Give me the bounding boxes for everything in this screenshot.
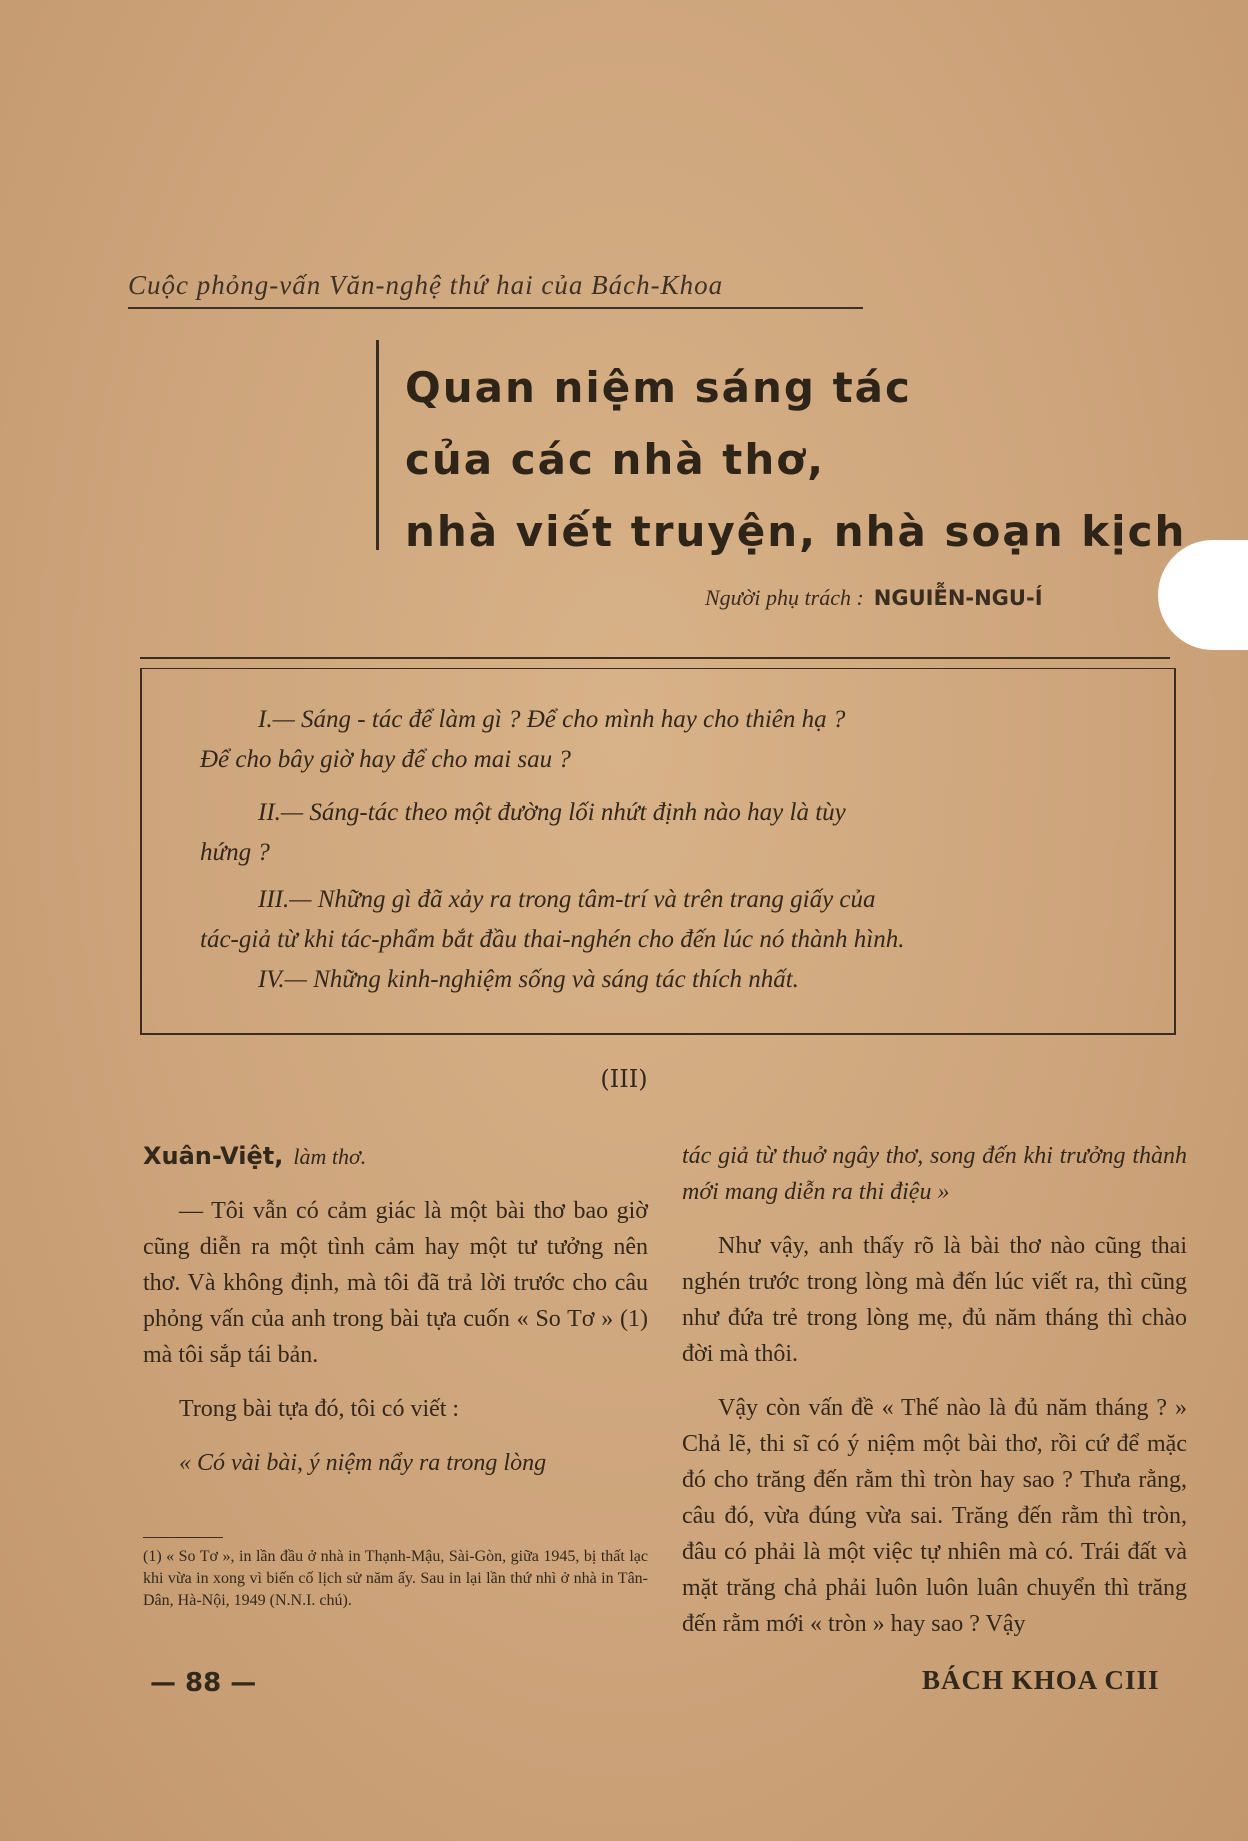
question-3-line-1: III.— Những gì đã xảy ra trong tâm-trí và trên trang giấy của bbox=[258, 886, 876, 913]
question-1-line-1: I.— Sáng - tác để làm gì ? Để cho mình hay cho thiên hạ ? bbox=[258, 706, 846, 733]
question-2-line-1: II.— Sáng-tác theo một đường lối nhứt định nào hay là tùy bbox=[258, 799, 846, 826]
title-line-2: của các nhà thơ, bbox=[405, 435, 826, 484]
footnote: (1) « So Tơ », in lần đầu ở nhà in Thạnh-Mậu, Sài-Gòn, giữa 1945, bị thất lạc khi vừa in xong vì biến cố lịch sử năm ấy. Sau in lại lần thứ nhì ở nhà in Tân-Dân, Hà-Nội, 1949 (N.N.I. chú). bbox=[143, 1548, 648, 1609]
question-4 bbox=[200, 960, 1100, 1000]
byline bbox=[705, 585, 1043, 611]
question-3-line-2: tác-giả từ khi tác-phẩm bắt đầu thai-nghén cho đến lúc nó thành hình. bbox=[200, 926, 905, 953]
title-line-3: nhà viết truyện, nhà soạn kịch bbox=[405, 507, 1187, 556]
right-paragraph-2: Như vậy, anh thấy rõ là bài thơ nào cũng thai nghén trước trong lòng mà đến lúc viết ra, thì cũng như đứa trẻ trong lòng mẹ, đủ năm tháng thì chào đời mà thôi. bbox=[682, 1233, 1187, 1367]
right-paragraph-1: tác giả từ thuở ngây thơ, song đến khi trưởng thành mới mang diễn ra thi điệu » bbox=[682, 1143, 1187, 1205]
footnote-rule bbox=[143, 1537, 223, 1538]
section-number: (III) bbox=[600, 1065, 648, 1093]
left-paragraph-2: Trong bài tựa đó, tôi có viết : bbox=[179, 1396, 460, 1422]
series-heading: Cuộc phỏng-vấn Văn-nghệ thứ hai của Bách-Khoa bbox=[128, 270, 863, 309]
question-1-line-2: Để cho bây giờ hay để cho mai sau ? bbox=[200, 746, 571, 773]
title-line-1: Quan niệm sáng tác bbox=[405, 363, 912, 412]
question-3 bbox=[200, 880, 1100, 960]
right-column bbox=[682, 1138, 1187, 1660]
left-paragraph-3: « Có vài bài, ý niệm nẩy ra trong lòng bbox=[179, 1450, 547, 1476]
author-line bbox=[143, 1138, 648, 1175]
title-rule bbox=[376, 340, 379, 550]
byline-label: Người phụ trách : bbox=[705, 585, 864, 610]
journal-name: BÁCH KHOA CIII bbox=[922, 1665, 1160, 1695]
article-title bbox=[405, 352, 1225, 568]
left-column bbox=[143, 1138, 648, 1499]
author-name: Xuân-Việt, bbox=[143, 1142, 284, 1170]
byline-name: NGUIỄN-NGU-Í bbox=[873, 586, 1043, 610]
left-paragraph-1: — Tôi vẫn có cảm giác là một bài thơ bao giờ cũng diễn ra một tình cảm hay một tư tưởng nên thơ. Và không định, mà tôi đã trả lời trước cho câu phỏng vấn của anh trong bài tựa cuốn « So Tơ » (1) mà tôi sắp tái bản. bbox=[143, 1198, 648, 1368]
right-paragraph-3: Vậy còn vấn đề « Thế nào là đủ năm tháng ? » Chả lẽ, thi sĩ có ý niệm một bài thơ, rồi cứ để mặc đó cho trăng đến rằm thì tròn hay sao ? Thưa rằng, câu đó, vừa đúng vừa sai. Trăng đến rằm thì tròn, đâu có phải là một việc tự nhiên mà có. Trái đất và mặt trăng chả phải luôn luôn luân chuyển thì trăng đến rằm mới « tròn » hay sao ? Vậy bbox=[682, 1395, 1187, 1637]
question-1 bbox=[200, 700, 1100, 780]
page-number: — 88 — bbox=[150, 1668, 257, 1698]
box-top-rule bbox=[140, 657, 1170, 659]
question-4-line-1: IV.— Những kinh-nghiệm sống và sáng tác thích nhất. bbox=[258, 966, 799, 993]
question-2-line-2: hứng ? bbox=[200, 839, 270, 866]
question-2 bbox=[200, 793, 1100, 873]
author-role: làm thơ. bbox=[293, 1144, 367, 1169]
